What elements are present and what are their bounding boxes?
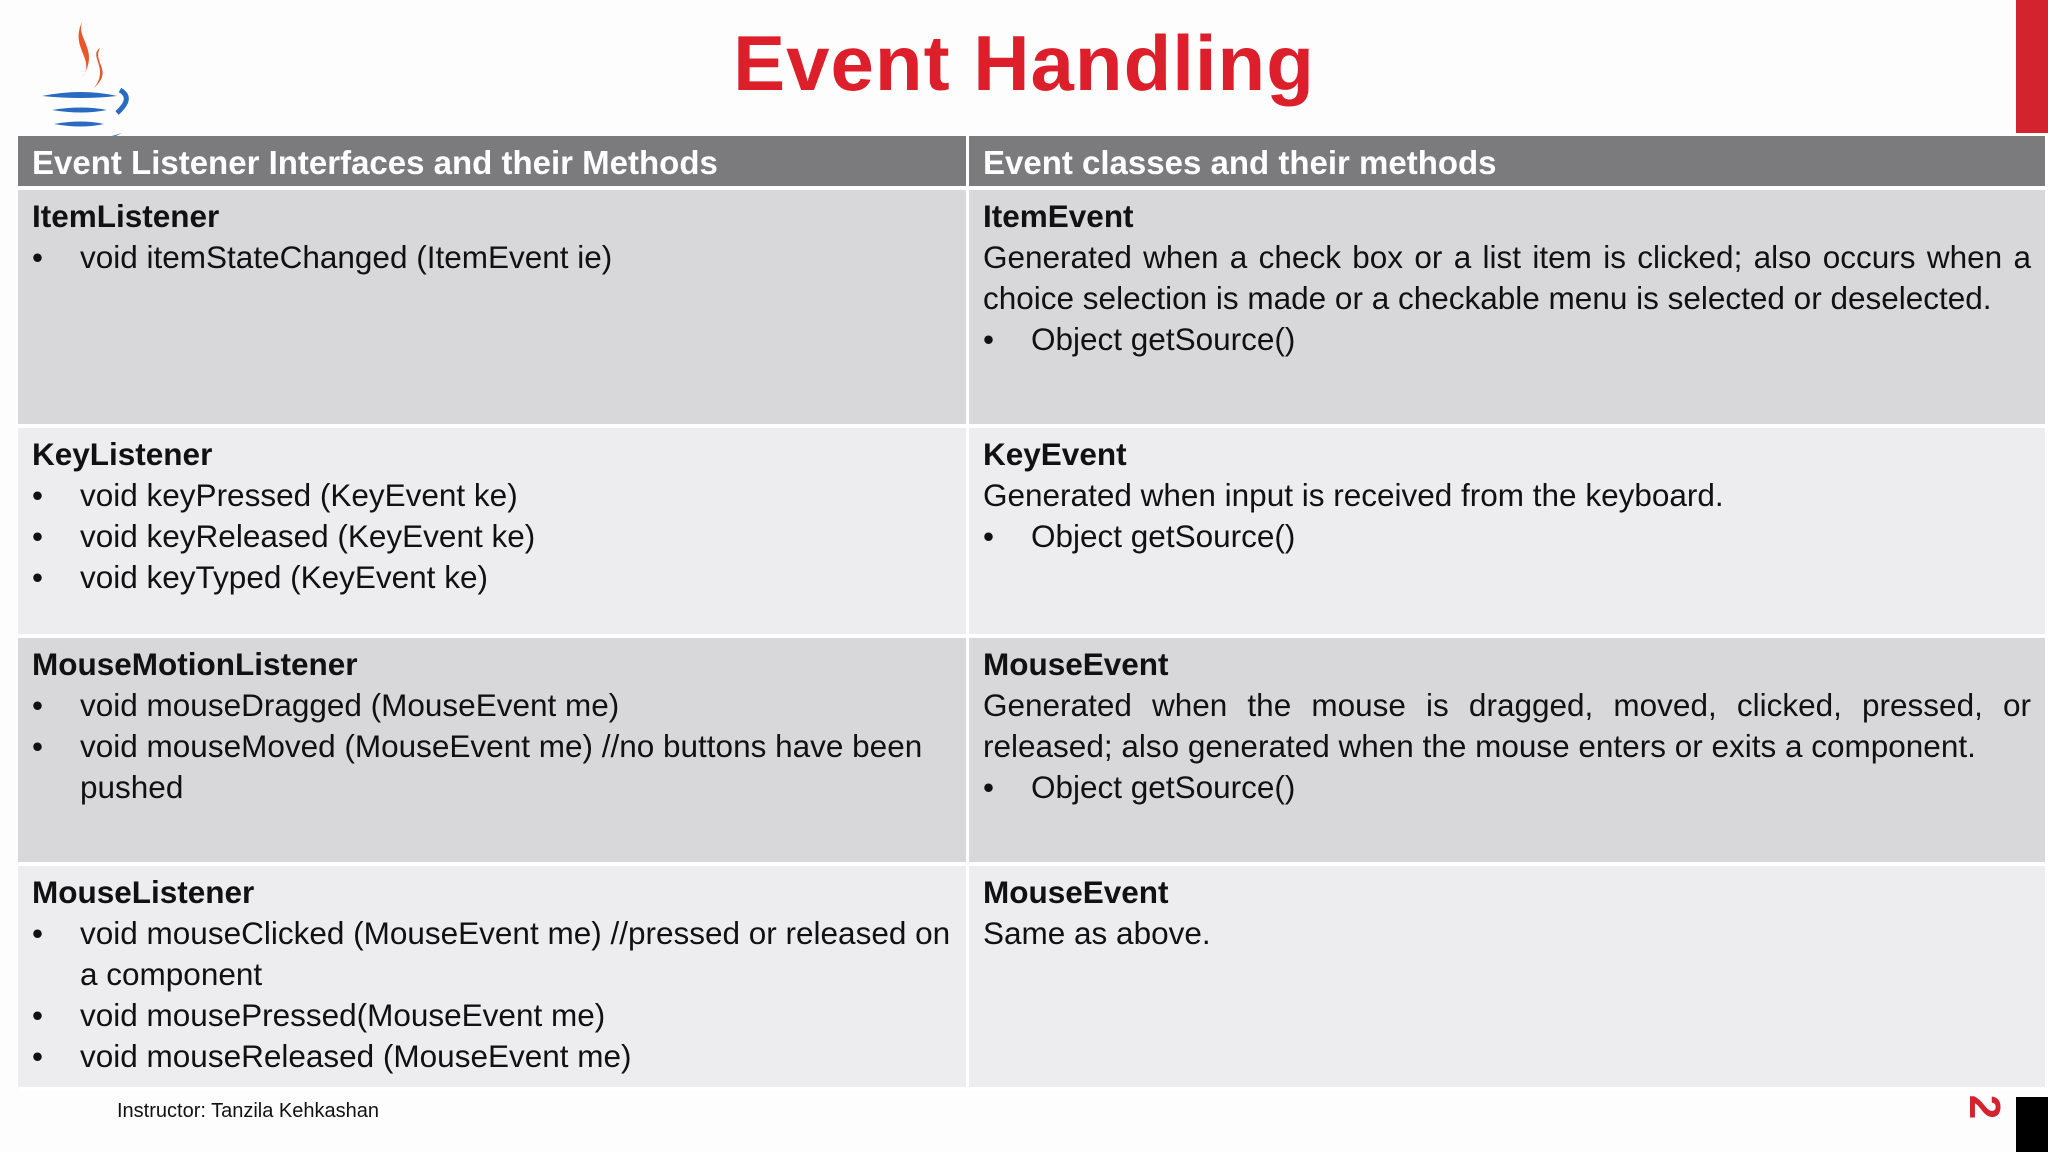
event-name: ItemEvent [983, 198, 1134, 234]
method-item: • void mouseMoved (MouseEvent me) //no buttons have been pushed [32, 726, 952, 808]
table-row [18, 428, 2048, 638]
event-description: Generated when the mouse is dragged, moved, clicked, pressed, or released; also generated when the mouse enters or exits a component. [983, 687, 2031, 764]
listener-name: MouseMotionListener [32, 646, 358, 682]
listener-name: ItemListener [32, 198, 220, 234]
method-item: • void itemStateChanged (ItemEvent ie) [32, 237, 952, 278]
header-listeners: Event Listener Interfaces and their Methods [18, 136, 969, 190]
event-cell [969, 428, 2048, 638]
event-method-item: • Object getSource() [983, 767, 2031, 808]
footer-instructor: Instructor: Tanzila Kehkashan [117, 1100, 380, 1122]
listener-cell [18, 190, 969, 428]
method-item: • void mouseDragged (MouseEvent me) [32, 685, 952, 726]
event-table [18, 136, 2048, 1091]
listener-cell [18, 428, 969, 638]
event-description: Same as above. [983, 915, 1211, 951]
event-cell [969, 190, 2048, 428]
event-method-item: • Object getSource() [983, 516, 2031, 557]
table-row [18, 190, 2048, 428]
event-method-item: • Object getSource() [983, 319, 2031, 360]
method-item: • void mouseClicked (MouseEvent me) //pressed or released on a component [32, 913, 952, 995]
event-name: MouseEvent [983, 646, 1169, 682]
method-item: • void mousePressed(MouseEvent me) [32, 995, 952, 1036]
listener-cell [18, 638, 969, 866]
listener-cell [18, 866, 969, 1091]
table-row [18, 866, 2048, 1091]
page-title: Event Handling [733, 19, 1315, 107]
black-accent-box [2016, 1097, 2048, 1152]
red-accent-bar [2016, 0, 2048, 133]
page-number: 2 [1960, 1094, 2010, 1120]
event-cell [969, 638, 2048, 866]
listener-name: MouseListener [32, 874, 255, 910]
method-item: • void mouseReleased (MouseEvent me) [32, 1036, 952, 1077]
method-item: • void keyReleased (KeyEvent ke) [32, 516, 952, 557]
table-row [18, 638, 2048, 866]
event-name: MouseEvent [983, 874, 1169, 910]
method-item: • void keyPressed (KeyEvent ke) [32, 475, 952, 516]
header-events: Event classes and their methods [969, 136, 2048, 190]
method-item: • void keyTyped (KeyEvent ke) [32, 557, 952, 598]
event-description: Generated when input is received from the keyboard. [983, 477, 1724, 513]
event-name: KeyEvent [983, 436, 1127, 472]
event-cell [969, 866, 2048, 1091]
listener-name: KeyListener [32, 436, 213, 472]
event-description: Generated when a check box or a list item is clicked; also occurs when a choice selection is made or a checkable menu is selected or deselected. [983, 239, 2031, 316]
